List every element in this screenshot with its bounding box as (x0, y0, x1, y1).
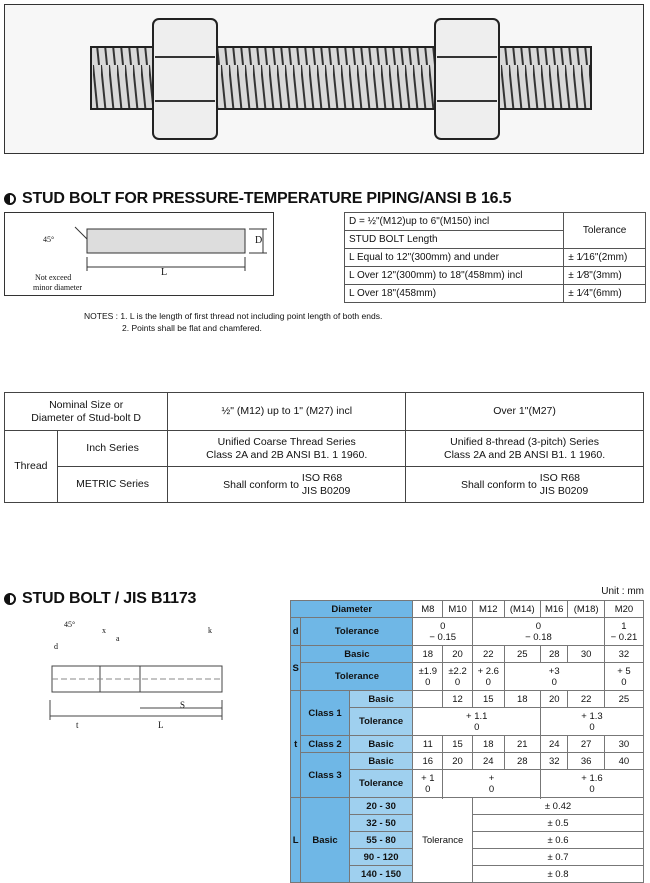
tolerance-cell: + 1 0 (413, 770, 443, 798)
basic-cell: 22 (568, 691, 604, 708)
ansi-tolerance-table (344, 212, 646, 303)
k-label: k (208, 626, 212, 635)
metric-series-label: METRIC Series (57, 467, 168, 503)
t-row-label: t (291, 691, 301, 798)
t-label: t (76, 720, 79, 730)
tolerance-cell: ± 1⁄16"(2mm) (564, 249, 646, 267)
l-label: L (161, 267, 168, 278)
tolerance-cell: 0 − 0.15 (413, 618, 473, 646)
col-header-small: ½" (M12) up to 1" (M27) incl (168, 393, 406, 431)
tolerance-label: Tolerance (301, 663, 413, 691)
l-range-cell: 32 - 50 (349, 815, 413, 832)
basic-cell: 12 (443, 691, 473, 708)
basic-label: Basic (301, 798, 349, 883)
l-tol-cell: ± 0.42 (472, 798, 643, 815)
section1-title: STUD BOLT FOR PRESSURE-TEMPERATURE PIPING/ANSI B 16.5 (22, 190, 512, 207)
diameter-cell: M20 (604, 601, 643, 618)
metric-spec-small: Shall conform to ISO R68 JIS B0209 (168, 467, 406, 503)
l-range-cell: 20 - 30 (349, 798, 413, 815)
note-exceed: Not exceed (35, 273, 72, 282)
diameter-cell: M12 (472, 601, 504, 618)
empty-cell (413, 691, 443, 708)
tolerance-header: Tolerance (564, 213, 646, 249)
tolerance-cell: + 1.3 0 (540, 708, 643, 736)
thread-table (4, 392, 644, 503)
basic-cell: 27 (568, 736, 604, 753)
note-minor: minor diameter (33, 283, 83, 292)
tolerance-cell: ±2.2 0 (443, 663, 473, 691)
basic-label: Basic (349, 753, 413, 770)
basic-cell: 24 (540, 736, 567, 753)
tolerance-cell: + 1.6 0 (540, 770, 643, 798)
stud-bolt-illustration (5, 5, 643, 153)
bullet-icon (4, 193, 16, 205)
note-2: 2. Points shall be flat and chamfered. (122, 323, 262, 333)
basic-cell: 40 (604, 753, 643, 770)
basic-cell: 15 (443, 736, 473, 753)
basic-cell: 28 (504, 753, 540, 770)
l-range-cell: 140 - 150 (349, 866, 413, 883)
basic-cell: 22 (472, 646, 504, 663)
s-label: S (180, 700, 186, 710)
unit-label: Unit : mm (601, 586, 644, 597)
note-1: NOTES : 1. L is the length of first thread not including point length of both ends. (84, 311, 383, 321)
tolerance-cell: + 5 0 (604, 663, 643, 691)
stud-bolt-photo (4, 4, 644, 154)
length-row: L Over 18"(458mm) (345, 285, 564, 303)
metric-spec-large: Shall conform to ISO R68 JIS B0209 (406, 467, 644, 503)
angle-label: 45° (64, 620, 76, 629)
basic-label: Basic (349, 691, 413, 708)
l-range-cell: 55 - 80 (349, 832, 413, 849)
d-label: d (54, 642, 58, 651)
d-label: D (255, 235, 263, 246)
class3-label: Class 3 (301, 753, 349, 798)
tolerance-cell: 0 − 0.18 (472, 618, 604, 646)
jis-stud-diagram (30, 620, 230, 740)
tolerance-cell: + 2.6 0 (472, 663, 504, 691)
class2-label: Class 2 (301, 736, 349, 753)
basic-cell: 20 (540, 691, 567, 708)
tolerance-cell: 1 − 0.21 (604, 618, 643, 646)
basic-cell: 11 (413, 736, 443, 753)
basic-cell: 25 (504, 646, 540, 663)
tolerance-cell: ± 1⁄8"(3mm) (564, 267, 646, 285)
l-label: L (158, 720, 164, 730)
nominal-header: Nominal Size or Diameter of Stud-bolt D (5, 393, 168, 431)
length-row: L Over 12"(300mm) to 18"(458mm) incl (345, 267, 564, 285)
l-tol-cell: ± 0.5 (472, 815, 643, 832)
tolerance-label: Tolerance (413, 798, 473, 883)
inch-spec-large: Unified 8-thread (3-pitch) Series Class 2A and 2B ANSI B1. 1 1960. (406, 431, 644, 467)
l-tol-cell: ± 0.7 (472, 849, 643, 866)
tolerance-label: Tolerance (349, 770, 413, 798)
diameter-header: Diameter (291, 601, 413, 618)
basic-cell: 18 (472, 736, 504, 753)
notes (84, 310, 382, 334)
basic-label: Basic (349, 736, 413, 753)
section2-title: STUD BOLT / JIS B1173 (22, 590, 197, 607)
col-header-large: Over 1"(M27) (406, 393, 644, 431)
basic-cell: 15 (472, 691, 504, 708)
diameter-cell: M16 (540, 601, 567, 618)
thread-label: Thread (5, 431, 58, 503)
table-header-length: STUD BOLT Length (345, 231, 564, 249)
jis-table (290, 600, 644, 883)
l-row-label: L (291, 798, 301, 883)
basic-cell: 18 (504, 691, 540, 708)
basic-cell: 21 (504, 736, 540, 753)
basic-cell: 25 (604, 691, 643, 708)
basic-cell: 20 (443, 753, 473, 770)
inch-series-label: Inch Series (57, 431, 168, 467)
inch-spec-small: Unified Coarse Thread Series Class 2A and 2B ANSI B1. 1 1960. (168, 431, 406, 467)
basic-cell: 30 (604, 736, 643, 753)
basic-cell: 28 (540, 646, 567, 663)
diameter-cell: M10 (443, 601, 473, 618)
a-label: a (116, 634, 120, 643)
basic-cell: 20 (443, 646, 473, 663)
jis-diagram (30, 620, 230, 740)
tolerance-cell: + 1.1 0 (413, 708, 541, 736)
l-tol-cell: ± 0.6 (472, 832, 643, 849)
basic-cell: 36 (568, 753, 604, 770)
ansi-diagram-box (4, 212, 274, 296)
tolerance-cell: ±1.9 0 (413, 663, 443, 691)
basic-label: Basic (301, 646, 413, 663)
diameter-cell: M8 (413, 601, 443, 618)
class1-label: Class 1 (301, 691, 349, 736)
d-row-label: d (291, 618, 301, 646)
s-row-label: S (291, 646, 301, 691)
basic-cell: 24 (472, 753, 504, 770)
angle-label: 45° (43, 235, 55, 244)
basic-cell: 18 (413, 646, 443, 663)
length-row: L Equal to 12"(300mm) and under (345, 249, 564, 267)
diameter-cell: (M18) (568, 601, 604, 618)
diameter-cell: (M14) (504, 601, 540, 618)
basic-cell: 16 (413, 753, 443, 770)
tolerance-cell: + 0 (443, 770, 541, 798)
tolerance-label: Tolerance (349, 708, 413, 736)
l-range-cell: 90 - 120 (349, 849, 413, 866)
basic-cell: 30 (568, 646, 604, 663)
tolerance-cell: +3 0 (504, 663, 604, 691)
basic-cell: 32 (540, 753, 567, 770)
l-tol-cell: ± 0.8 (472, 866, 643, 883)
bullet-icon (4, 593, 16, 605)
tolerance-label: Tolerance (301, 618, 413, 646)
tolerance-cell: ± 1⁄4"(6mm) (564, 285, 646, 303)
table-header-diameter: D = ½"(M12)up to 6"(M150) incl (345, 213, 564, 231)
basic-cell: 32 (604, 646, 643, 663)
x-label: x (102, 626, 106, 635)
